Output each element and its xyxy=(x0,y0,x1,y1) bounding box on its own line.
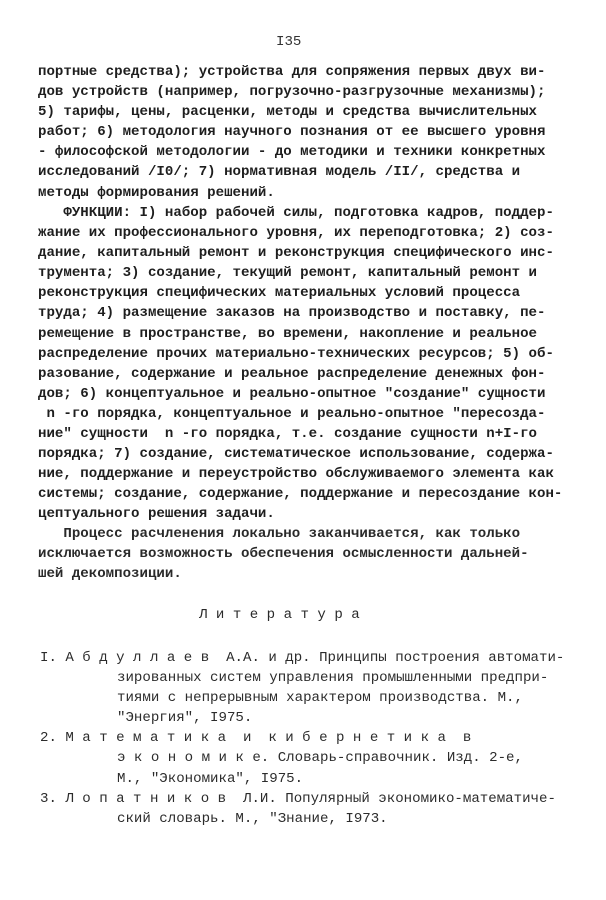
text-line: ремещение в пространстве, во времени, накопление и реальное xyxy=(38,325,537,342)
text-line: порядка; 7) создание, систематическое использование, содержа- xyxy=(38,446,554,463)
paragraph-continuation xyxy=(38,62,545,203)
text-line: дов устройств (например, погрузочно-разгрузочные механизмы); xyxy=(38,84,546,101)
text-line: 3. Л о п а т н и к о в Л.И. Популярный экономико-математиче- xyxy=(40,790,556,807)
reference-item xyxy=(40,648,564,728)
text-line: М., "Экономика", I975. xyxy=(117,770,304,787)
text-line: ние" сущности n -го порядка, т.е. создание сущности n+I-го xyxy=(38,426,537,443)
text-line: портные средства); устройства для сопряжения первых двух ви- xyxy=(38,64,546,80)
text-line: зированных систем управления промышленными предпри- xyxy=(117,670,549,687)
text-line: системы; создание, содержание, поддержание и пересоздание кон- xyxy=(38,486,563,503)
text-line: жание их профессионального уровня, их переподготовка; 2) соз- xyxy=(38,225,554,242)
reference-list xyxy=(40,648,564,829)
text-line: "Энергия", I975. xyxy=(117,710,253,727)
text-line: тиями с непрерывным характером производства. М., xyxy=(117,690,523,707)
text-line: дов; 6) концептуальное и реально-опытное "создание" сущности xyxy=(38,385,546,402)
text-line: разование, содержание и реальное распределение денежных фон- xyxy=(38,365,546,382)
text-line: ФУНКЦИИ: I) набор рабочей силы, подготовка кадров, поддер- xyxy=(38,205,554,221)
text-line: труда; 4) размещение заказов на производство и поставку, пе- xyxy=(38,305,546,322)
text-line: методы формирования решений. xyxy=(38,184,275,201)
text-line: I. А б д у л л а е в А.А. и др. Принципы построения автомати- xyxy=(40,650,565,666)
text-line: распределение прочих материально-технических ресурсов; 5) об- xyxy=(38,345,554,362)
paragraph-decomposition xyxy=(38,524,529,584)
text-line: работ; 6) методология научного познания от ее высшего уровня xyxy=(38,124,546,141)
text-line: ние, поддержание и переустройство обслуживаемого элемента как xyxy=(38,466,554,483)
text-line: исключается возможность обеспечения осмысленности дальней- xyxy=(38,546,529,563)
reference-item xyxy=(40,728,564,788)
text-line: дание, капитальный ремонт и реконструкция специфического инс- xyxy=(38,245,554,262)
text-line: 5) тарифы, цены, расценки, методы и средства вычислительных xyxy=(38,104,537,121)
text-line: э к о н о м и к е. Словарь-справочник. Изд. 2-е, xyxy=(117,750,523,767)
reference-item xyxy=(40,789,564,829)
text-line: Процесс расчленения локально заканчивается, как только xyxy=(38,526,521,542)
text-line: шей декомпозиции. xyxy=(38,566,182,583)
text-line: n -го порядка, концептуальное и реально-опытное "пересозда- xyxy=(38,405,546,422)
text-line: ский словарь. М., "Знание, I973. xyxy=(117,810,388,827)
text-line: исследований /I0/; 7) нормативная модель /II/, средства и xyxy=(38,164,521,181)
text-line: 2. М а т е м а т и к а и к и б е р н е т и к а в xyxy=(40,730,472,747)
text-line: реконструкция специфических материальных условий процесса xyxy=(38,285,521,302)
text-line: трумента; 3) создание, текущий ремонт, капитальный ремонт и xyxy=(38,265,537,282)
paragraph-functions xyxy=(38,203,562,525)
text-line: цептуального решения задачи. xyxy=(38,506,275,523)
page-number: I35 xyxy=(276,34,302,50)
text-line: - философской методологии - до методики и техники конкретных xyxy=(38,144,546,161)
literature-heading: Л и т е р а т у р а xyxy=(199,607,360,623)
